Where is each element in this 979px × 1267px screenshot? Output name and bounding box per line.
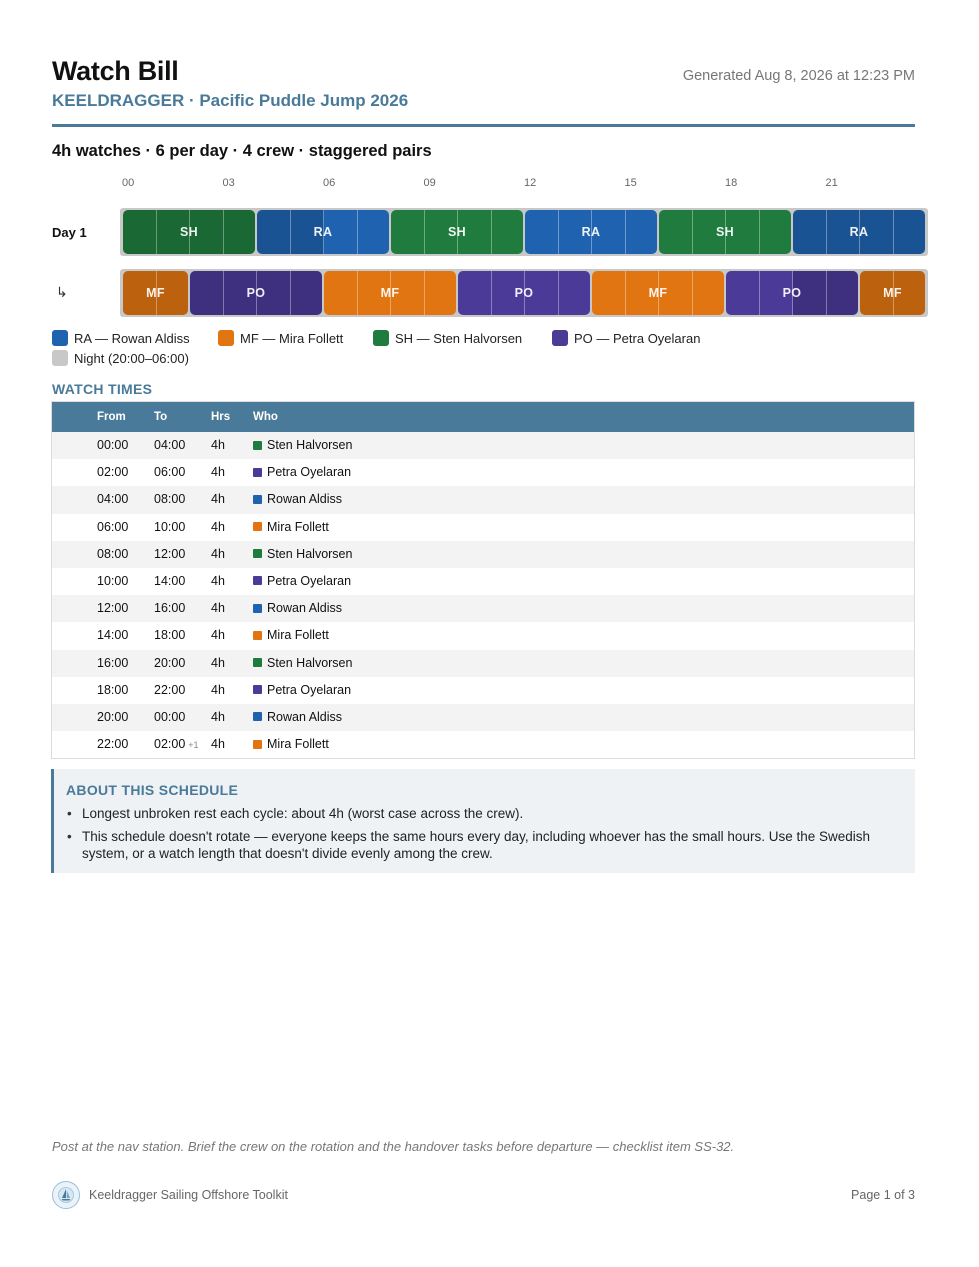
page-title: Watch Bill (52, 56, 179, 86)
watch-block-po (190, 271, 322, 315)
table-row (52, 459, 914, 486)
watch-block-mf (860, 271, 925, 315)
table-header (52, 402, 914, 432)
cell-from: 04:00 (97, 492, 129, 507)
legend-item-night (52, 350, 189, 366)
watch-block-po (726, 271, 858, 315)
cell-to (154, 628, 185, 642)
next-day-marker: +1 (188, 740, 199, 751)
cell-from: 14:00 (97, 628, 129, 643)
cell-from: 02:00 (97, 465, 129, 480)
hour-tick (826, 271, 827, 315)
cell-to-time: 12:00 (154, 546, 186, 561)
schedule-summary: 4h watches · 6 per day · 4 crew · staggered pairs (52, 142, 432, 160)
cell-who (253, 492, 342, 506)
crew-name: Rowan Aldiss (267, 709, 343, 724)
cell-to-time: 20:00 (154, 655, 186, 670)
hour-tick (491, 210, 492, 254)
posting-note: Post at the nav station. Brief the crew on the rotation and the handover tasks before departure — checklist item SS-32. (52, 1139, 735, 1154)
cell-hrs: 4h (211, 519, 225, 534)
watch-block-sh (659, 210, 791, 254)
legend-label: MF — Mira Follett (240, 330, 344, 346)
hour-tick (759, 271, 760, 315)
hour-tick-label: 21 (825, 177, 838, 189)
table-row (52, 541, 914, 568)
table-body (52, 432, 914, 758)
hour-tick (290, 210, 291, 254)
cell-to (154, 438, 185, 452)
table-row (52, 650, 914, 677)
watch-block-mf (592, 271, 724, 315)
about-item: • Longest unbroken rest each cycle: about 4h (worst case across the crew). (82, 805, 902, 823)
watch-block-label: RA (581, 225, 601, 239)
day-label: Day 1 (52, 225, 87, 240)
cell-to-time: 10:00 (154, 519, 186, 534)
cell-hrs: 4h (211, 628, 225, 643)
column-header-to: To (154, 411, 168, 423)
crew-name: Mira Follett (267, 519, 329, 534)
watch-block-label: MF (146, 286, 165, 300)
legend-swatch (52, 350, 68, 366)
watch-times-table (51, 401, 915, 759)
legend-label: PO — Petra Oyelaran (574, 330, 701, 346)
legend-label: RA — Rowan Aldiss (74, 330, 190, 346)
legend-item-po (552, 330, 700, 346)
crew-color-dot (253, 658, 262, 667)
cell-hrs: 4h (211, 492, 225, 507)
crew-color-dot (253, 495, 262, 504)
legend-label: SH — Sten Halvorsen (395, 330, 523, 346)
hour-tick (625, 271, 626, 315)
hour-tick-label: 09 (423, 177, 436, 189)
cell-to (154, 683, 185, 697)
sailboat-icon (52, 1181, 80, 1209)
cell-from: 20:00 (97, 709, 129, 724)
watch-block-label: MF (648, 286, 668, 300)
hour-tick (156, 210, 157, 254)
watch-block-label: RA (313, 225, 333, 239)
cell-who (253, 628, 329, 642)
page-subtitle: KEELDRAGGER · Pacific Puddle Jump 2026 (52, 91, 409, 110)
legend-swatch (52, 330, 68, 346)
hour-tick-label: 00 (122, 177, 135, 189)
hour-tick-label: 18 (725, 177, 738, 189)
hour-tick (826, 210, 827, 254)
table-row (52, 568, 914, 595)
table-row (52, 514, 914, 541)
crew-color-dot (253, 631, 262, 640)
about-item: • This schedule doesn't rotate — everyone keeps the same hours every day, including whoever has the small hours. Use the Swedish system, or a watch length that doesn't divide evenly among the crew. (82, 828, 902, 863)
legend-item-sh (373, 330, 522, 346)
hour-tick-label: 12 (524, 177, 537, 189)
table-row (52, 432, 914, 459)
hour-tick (491, 271, 492, 315)
cell-to-time: 18:00 (154, 628, 186, 643)
cell-to (154, 465, 185, 479)
cell-hrs: 4h (211, 601, 225, 616)
cell-to-time: 06:00 (154, 465, 186, 480)
watch-block-ra (793, 210, 925, 254)
column-header-hrs: Hrs (211, 411, 231, 423)
watch-block-label: MF (380, 286, 400, 300)
timeline-row-1 (120, 208, 928, 256)
hour-tick (424, 271, 425, 315)
cell-who (253, 520, 329, 534)
cell-who (253, 438, 352, 452)
hour-tick-label: 06 (323, 177, 336, 189)
cell-from: 16:00 (97, 655, 129, 670)
table-row (52, 486, 914, 513)
hour-tick-label: 15 (624, 177, 637, 189)
watch-block-label: SH (180, 225, 198, 239)
cell-hrs: 4h (211, 573, 225, 588)
crew-name: Sten Halvorsen (267, 438, 353, 452)
crew-name: Mira Follett (267, 737, 329, 752)
hour-tick (759, 210, 760, 254)
legend-label: Night (20:00–06:00) (74, 350, 189, 366)
cell-to (154, 547, 185, 561)
crew-color-dot (253, 604, 262, 613)
table-row (52, 731, 914, 758)
watch-block-label: MF (883, 286, 902, 300)
cell-who (253, 683, 351, 697)
crew-name: Petra Oyelaran (267, 573, 352, 588)
about-schedule-panel (51, 769, 915, 873)
cell-to (154, 656, 185, 670)
generated-timestamp: Generated Aug 8, 2026 at 12:23 PM (682, 68, 915, 84)
crew-color-dot (253, 549, 262, 558)
cell-hrs: 4h (211, 737, 225, 752)
watch-block-mf (123, 271, 188, 315)
legend-swatch (373, 330, 389, 346)
cell-to-time: 00:00 (154, 709, 186, 724)
cell-who (253, 547, 352, 561)
footer-organization: Keeldragger Sailing Offshore Toolkit (89, 1188, 288, 1202)
hour-tick (692, 210, 693, 254)
legend-item-ra (52, 330, 190, 346)
cell-to (154, 710, 185, 724)
column-header-who: Who (253, 411, 278, 423)
watch-block-ra (257, 210, 389, 254)
watch-block-sh (123, 210, 255, 254)
legend-swatch (218, 330, 234, 346)
cell-to-time: 14:00 (154, 573, 186, 588)
legend-swatch (552, 330, 568, 346)
watch-block-po (458, 271, 590, 315)
cell-to-time: 08:00 (154, 492, 186, 507)
cell-from: 10:00 (97, 573, 129, 588)
crew-color-dot (253, 576, 262, 585)
hour-tick (223, 210, 224, 254)
cell-to (154, 601, 185, 615)
cell-who (253, 465, 351, 479)
crew-name: Rowan Aldiss (267, 601, 343, 616)
cell-hrs: 4h (211, 709, 225, 724)
cell-to (154, 520, 185, 534)
crew-color-dot (253, 712, 262, 721)
hour-tick (290, 271, 291, 315)
crew-color-dot (253, 740, 262, 749)
cell-who (253, 737, 329, 751)
crew-name: Mira Follett (267, 628, 329, 643)
watch-block-label: PO (246, 286, 266, 300)
watch-block-ra (525, 210, 657, 254)
cell-from: 00:00 (97, 438, 129, 452)
cell-to-time: 16:00 (154, 601, 186, 616)
cell-to (154, 737, 199, 751)
hour-tick (558, 271, 559, 315)
crew-name: Sten Halvorsen (267, 546, 353, 561)
hour-tick (692, 271, 693, 315)
cell-to-time: 22:00 (154, 682, 186, 697)
cell-from: 06:00 (97, 519, 129, 534)
hour-tick (424, 210, 425, 254)
header-divider (52, 124, 915, 127)
watch-block-label: RA (849, 225, 869, 239)
cell-hrs: 4h (211, 465, 225, 480)
cell-who (253, 574, 351, 588)
hour-tick (625, 210, 626, 254)
timeline-row-2 (120, 269, 928, 317)
watch-block-sh (391, 210, 523, 254)
crew-color-dot (253, 522, 262, 531)
column-header-from: From (97, 411, 126, 423)
watch-block-label: PO (782, 286, 802, 300)
hour-tick-label: 03 (222, 177, 235, 189)
crew-color-dot (253, 468, 262, 477)
page-number: Page 1 of 3 (851, 1188, 915, 1202)
hour-tick (357, 210, 358, 254)
crew-name: Sten Halvorsen (267, 655, 353, 670)
about-heading: ABOUT THIS SCHEDULE (66, 782, 239, 798)
hour-tick (357, 271, 358, 315)
hour-tick (223, 271, 224, 315)
legend-item-mf (218, 330, 343, 346)
crew-name: Petra Oyelaran (267, 465, 352, 480)
watch-times-heading: WATCH TIMES (52, 381, 153, 397)
table-row (52, 677, 914, 704)
about-list (82, 805, 902, 868)
hour-tick (558, 210, 559, 254)
cell-from: 08:00 (97, 546, 129, 561)
watch-block-mf (324, 271, 456, 315)
crew-color-dot (253, 685, 262, 694)
cell-hrs: 4h (211, 655, 225, 670)
watch-block-label: SH (448, 225, 466, 239)
cell-to-time: 02:00 (154, 737, 186, 752)
crew-color-dot (253, 441, 262, 450)
cell-hrs: 4h (211, 682, 225, 697)
cell-from: 12:00 (97, 601, 129, 616)
cell-to-time: 04:00 (154, 438, 186, 452)
cell-to (154, 574, 185, 588)
hour-tick (893, 210, 894, 254)
cell-who (253, 656, 352, 670)
cell-from: 18:00 (97, 682, 129, 697)
cell-hrs: 4h (211, 438, 225, 452)
cell-who (253, 710, 342, 724)
continuation-arrow-icon: ↳ (56, 284, 68, 300)
crew-name: Petra Oyelaran (267, 682, 352, 697)
watch-block-label: PO (514, 286, 534, 300)
table-row (52, 622, 914, 649)
cell-who (253, 601, 342, 615)
cell-from: 22:00 (97, 737, 129, 752)
watch-block-label: SH (716, 225, 734, 239)
table-row (52, 704, 914, 731)
crew-name: Rowan Aldiss (267, 492, 343, 507)
cell-hrs: 4h (211, 546, 225, 561)
table-row (52, 595, 914, 622)
cell-to (154, 492, 185, 506)
